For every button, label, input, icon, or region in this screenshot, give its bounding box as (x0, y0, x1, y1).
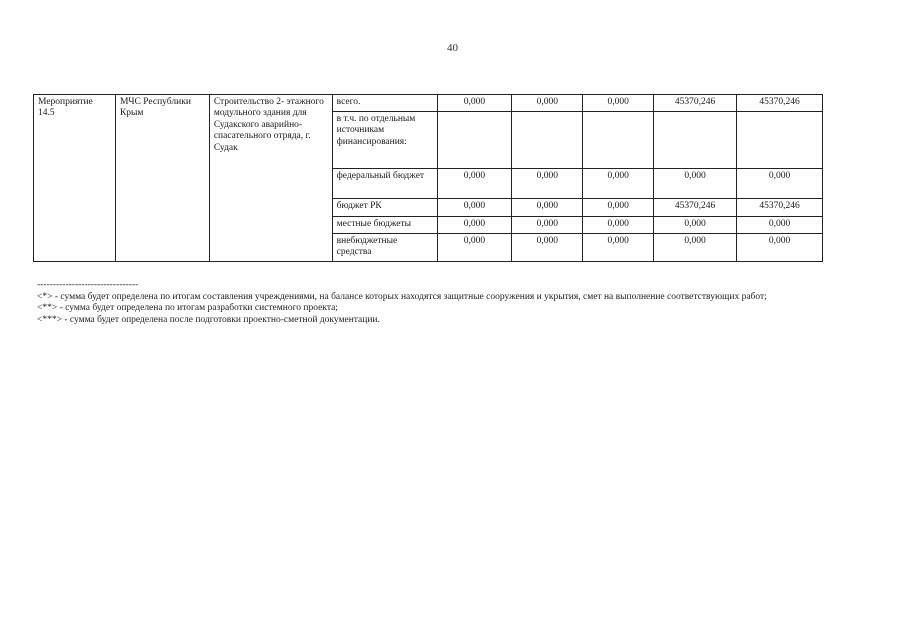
executor-cell: МЧС Республики Крым (115, 95, 209, 262)
value-cell: 0,000 (583, 199, 654, 217)
footnote-3: <***> - сумма будет определена после подготовки проектно-сметной документации. (37, 314, 380, 325)
measure-cell: Мероприятие 14.5 (34, 95, 116, 262)
value-cell: 0,000 (437, 217, 512, 234)
description-cell: Строительство 2- этажного модульного здания для Судакского аварийно-спасательного отряда, г. Судак (209, 95, 332, 262)
value-cell: 45370,246 (737, 95, 823, 112)
value-cell: 45370,246 (654, 199, 737, 217)
value-cell: 0,000 (737, 217, 823, 234)
value-cell: 0,000 (583, 95, 654, 112)
value-cell: 0,000 (512, 169, 583, 199)
value-cell (512, 112, 583, 169)
value-cell: 0,000 (583, 217, 654, 234)
value-cell: 45370,246 (654, 95, 737, 112)
value-cell: 0,000 (583, 169, 654, 199)
value-cell: 0,000 (654, 234, 737, 262)
funding-table (33, 94, 823, 262)
footnote-1: <*> - сумма будет определена по итогам составления учреждениями, на балансе которых находятся защитные сооружения и укрытия, смет на выполнение соответствующих работ; (37, 291, 767, 302)
value-cell (437, 112, 512, 169)
value-cell (583, 112, 654, 169)
value-cell: 0,000 (583, 234, 654, 262)
value-cell: 45370,246 (737, 199, 823, 217)
value-cell: 0,000 (512, 234, 583, 262)
value-cell: 0,000 (737, 234, 823, 262)
value-cell: 0,000 (512, 199, 583, 217)
value-cell: 0,000 (437, 234, 512, 262)
value-cell: 0,000 (437, 95, 512, 112)
page-number: 40 (447, 42, 458, 54)
value-cell: 0,000 (737, 169, 823, 199)
footnotes (37, 280, 827, 326)
source-cell: федеральный бюджет (332, 169, 437, 199)
table-row (34, 95, 823, 112)
source-cell: местные бюджеты (332, 217, 437, 234)
value-cell: 0,000 (512, 95, 583, 112)
value-cell (654, 112, 737, 169)
value-cell: 0,000 (512, 217, 583, 234)
source-cell: бюджет РК (332, 199, 437, 217)
value-cell: 0,000 (654, 217, 737, 234)
footnote-2: <**> - сумма будет определена по итогам разработки системного проекта; (37, 303, 338, 314)
source-cell: всего. (332, 95, 437, 112)
source-cell: в т.ч. по отдельным источникам финансирования: (332, 112, 437, 169)
source-cell: внебюджетные средства (332, 234, 437, 262)
value-cell: 0,000 (654, 169, 737, 199)
footnote-rule: -------------------------------- (37, 280, 139, 290)
value-cell: 0,000 (437, 169, 512, 199)
value-cell (737, 112, 823, 169)
value-cell: 0,000 (437, 199, 512, 217)
